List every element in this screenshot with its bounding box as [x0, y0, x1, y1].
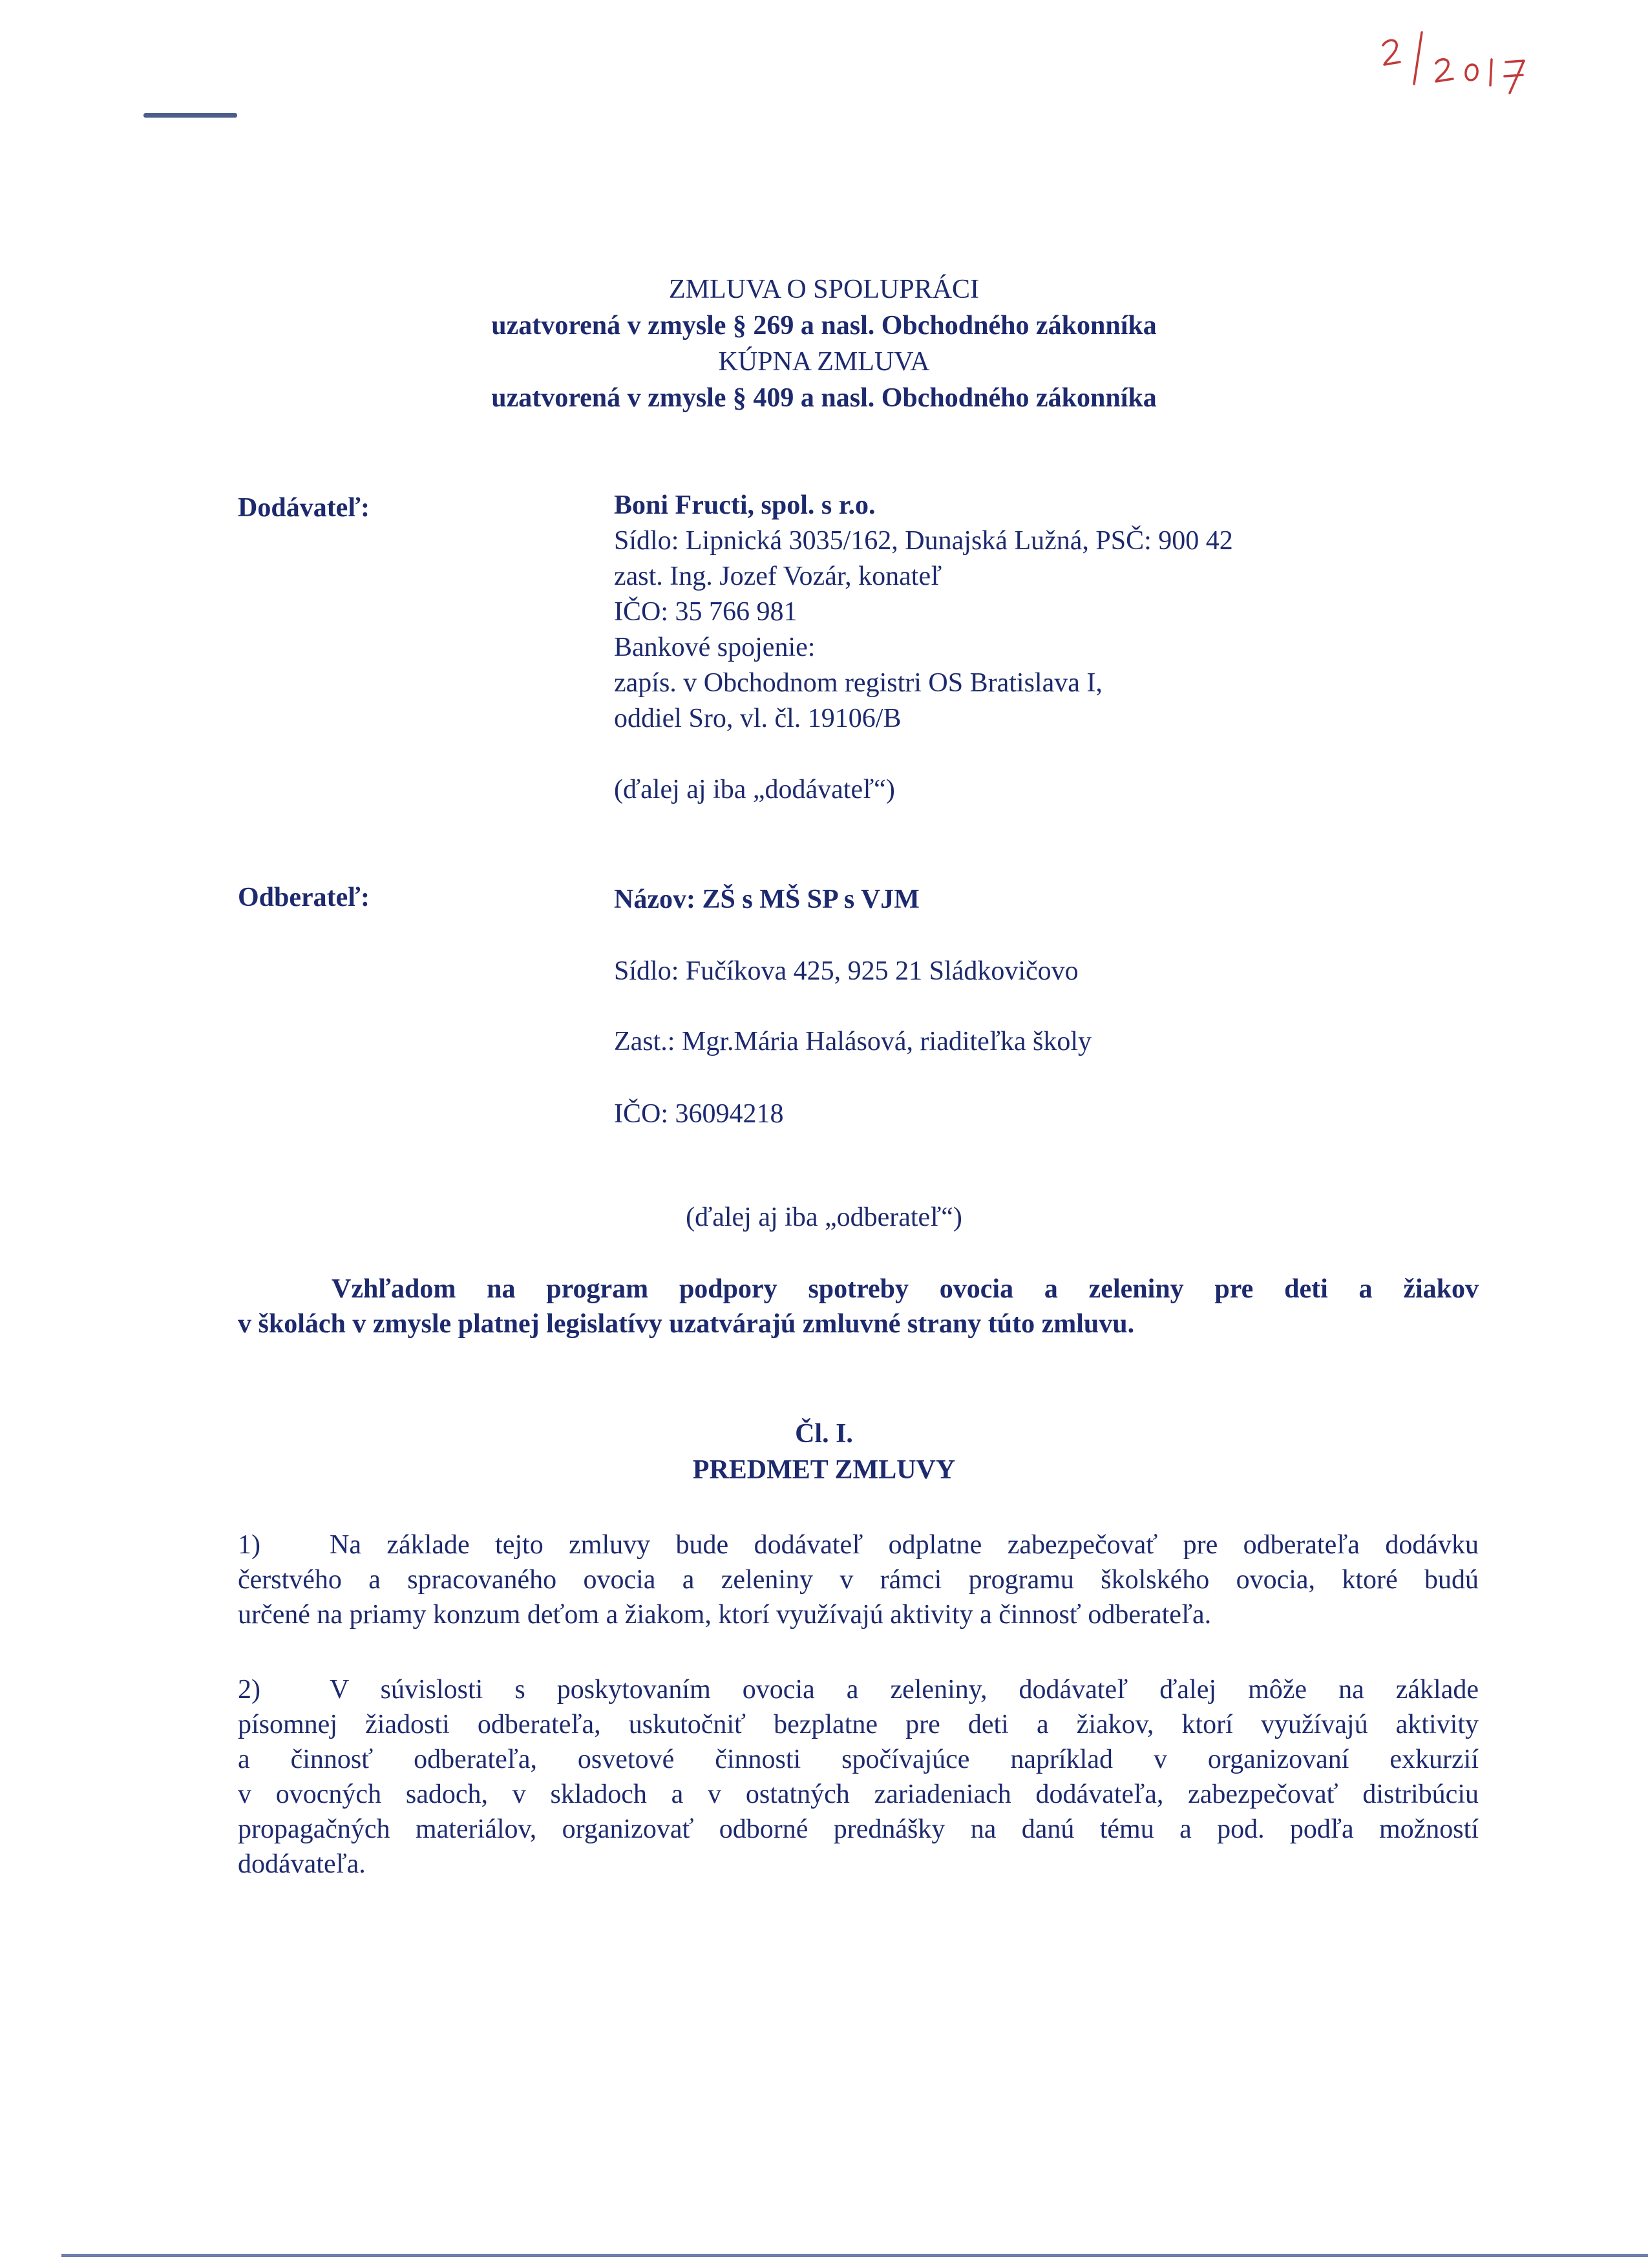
paragraph-line: určené na priamy konzum deťom a žiakom, ktorí využívajú aktivity a činnosť odberateľa.	[238, 1600, 1212, 1630]
paragraph-line-text: Na základe tejto zmluvy bude dodávateľ odplatne zabezpečovať pre odberateľa dodávku	[330, 1530, 1479, 1560]
supplier-represented: zast. Ing. Jozef Vozár, konateľ	[614, 562, 942, 591]
intro-line: Vzhľadom na program podpory spotreby ovocia a zeleniny pre deti a žiakov	[332, 1274, 1479, 1304]
paragraph-line: a činnosť odberateľa, osvetové činnosti spočívajúce napríklad v organizovaní exkurzií	[238, 1745, 1479, 1774]
supplier-section: oddiel Sro, vl. čl. 19106/B	[614, 704, 902, 733]
paragraph-line: propagačných materiálov, organizovať odborné prednášky na danú tému a pod. podľa možností	[238, 1814, 1479, 1844]
scan-edge-line	[61, 2254, 1648, 2257]
paragraph-line	[238, 1528, 1479, 1562]
paragraph-number: 1)	[238, 1530, 260, 1560]
intro-line: v školách v zmysle platnej legislatívy uzatvárajú zmluvné strany túto zmluvu.	[238, 1309, 1135, 1339]
handwritten-registration-number	[1377, 26, 1551, 97]
customer-seat: Sídlo: Fučíkova 425, 925 21 Sládkovičovo	[614, 956, 1079, 986]
supplier-bank: Bankové spojenie:	[614, 633, 816, 662]
paragraph-line-text: V súvislosti s poskytovaním ovocia a zeleniny, dodávateľ ďalej môže na základe	[330, 1675, 1479, 1705]
article-paragraph-1	[238, 1528, 1479, 1632]
title-legal-basis-2: uzatvorená v zmysle § 409 a nasl. Obchodného zákonníka	[491, 383, 1157, 413]
paragraph-number: 2)	[238, 1675, 260, 1705]
article-paragraph-2	[238, 1672, 1479, 1882]
supplier-alias: (ďalej aj iba „dodávateľ“)	[614, 775, 895, 804]
supplier-name: Boni Fructi, spol. s r.o.	[614, 490, 876, 520]
supplier-ico: IČO: 35 766 981	[614, 597, 798, 627]
paragraph-line: písomnej žiadosti odberateľa, uskutočniť bezplatne pre deti a žiakov, ktorí využívajú aktivity	[238, 1710, 1479, 1739]
customer-label: Odberateľ:	[238, 883, 370, 912]
title-purchase-agreement: KÚPNA ZMLUVA	[718, 347, 930, 377]
article-heading: PREDMET ZMLUVY	[692, 1455, 956, 1485]
paragraph-line: dodávateľa.	[238, 1849, 366, 1879]
paragraph-line	[238, 1672, 1479, 1707]
customer-alias: (ďalej aj iba „odberateľ“)	[686, 1202, 962, 1232]
paragraph-line: čerstvého a spracovaného ovocia a zeleniny v rámci programu školského ovocia, ktoré budú	[238, 1565, 1479, 1595]
supplier-seat: Sídlo: Lipnická 3035/162, Dunajská Lužná, PSČ: 900 42	[614, 526, 1233, 556]
supplier-register: zapís. v Obchodnom registri OS Bratislava I,	[614, 668, 1103, 698]
article-number: Čl. I.	[795, 1419, 853, 1449]
customer-name: Názov: ZŠ s MŠ SP s VJM	[614, 885, 920, 914]
title-legal-basis-1: uzatvorená v zmysle § 269 a nasl. Obchodného zákonníka	[491, 311, 1157, 341]
customer-ico: IČO: 36094218	[614, 1099, 784, 1129]
supplier-label: Dodávateľ:	[238, 493, 370, 523]
paragraph-line: v ovocných sadoch, v skladoch a v ostatných zariadeniach dodávateľa, zabezpečovať distribúciu	[238, 1780, 1479, 1809]
scan-mark	[143, 113, 237, 118]
title-cooperation-agreement: ZMLUVA O SPOLUPRÁCI	[669, 275, 979, 304]
intro-paragraph	[238, 1272, 1479, 1341]
customer-represented: Zast.: Mgr.Mária Halásová, riaditeľka školy	[614, 1027, 1092, 1056]
